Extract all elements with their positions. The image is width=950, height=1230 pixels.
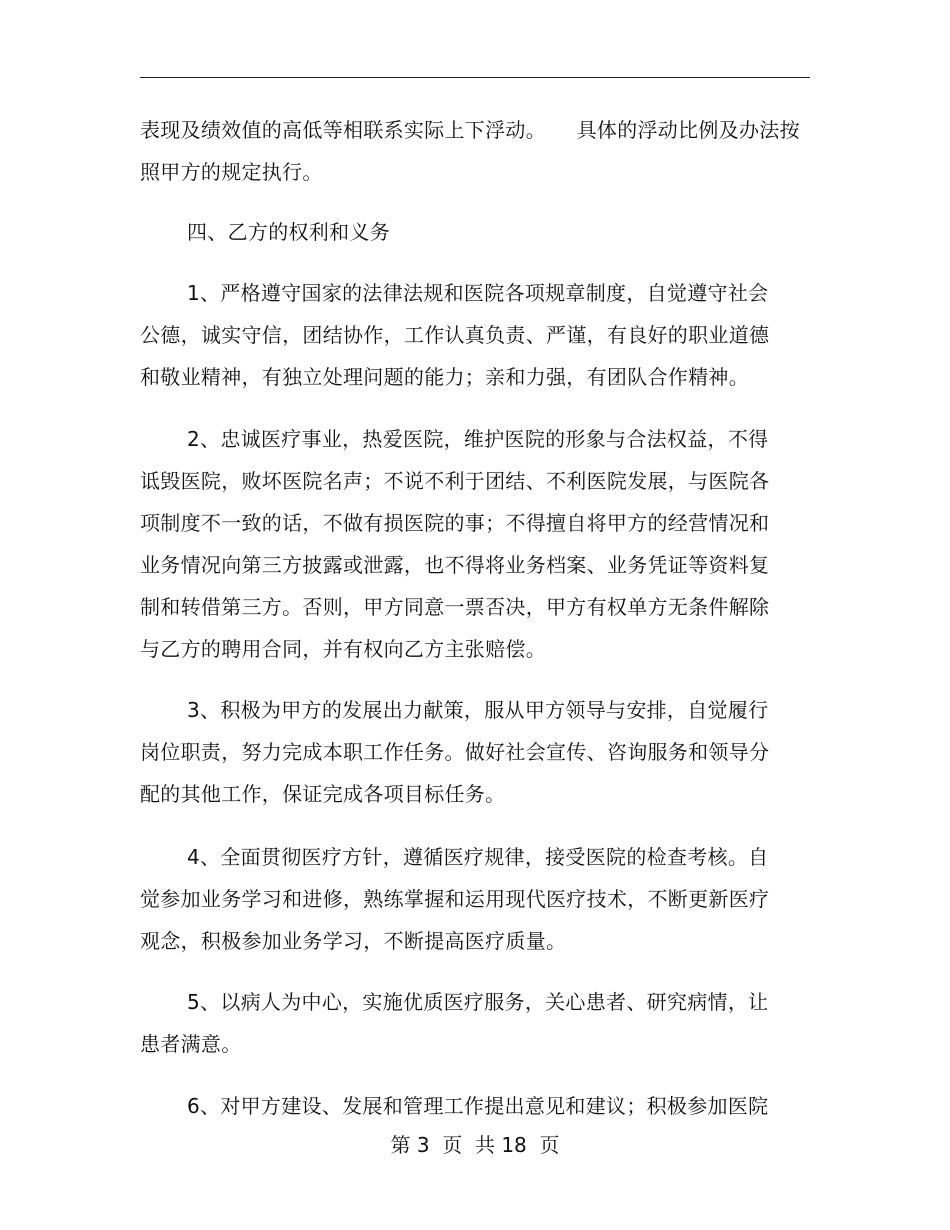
text-line-21: 6、对甲方建设、发展和管理工作提出意见和建议；积极参加医院: [187, 1094, 769, 1118]
text-line-15: 配的其他工作，保证完成各项目标任务。: [140, 782, 506, 806]
text-line-9: 项制度不一致的话，不做有损医院的事；不得擅自将甲方的经营情况和: [140, 511, 770, 535]
text-line-14: 岗位职责，努力完成本职工作任务。做好社会宣传、咨询服务和领导分: [140, 740, 770, 764]
text-line-6: 和敬业精神，有独立处理问题的能力；亲和力强，有团队合作精神。: [140, 365, 749, 389]
text-line-12: 与乙方的聘用合同，并有权向乙方主张赔偿。: [140, 637, 546, 661]
text-line-19: 5、以病人为中心，实施优质医疗服务，关心患者、研究病情，让: [187, 990, 769, 1014]
header-rule: [140, 77, 810, 78]
text-line-20: 患者满意。: [140, 1032, 242, 1056]
page-footer: 第 3 页 共 18 页: [390, 1133, 560, 1157]
text-line-7: 2、忠诚医疗事业，热爱医院，维护医院的形象与合法权益，不得: [187, 427, 769, 451]
text-line-8: 诋毁医院，败坏医院名声；不说不利于团结、不利医院发展，与医院各: [140, 469, 770, 493]
text-line-17: 觉参加业务学习和进修，熟练掌握和运用现代医疗技术，不断更新医疗: [140, 887, 770, 911]
section-heading-4: 四、乙方的权利和义务: [187, 220, 390, 244]
text-line-10: 业务情况向第三方披露或泄露，也不得将业务档案、业务凭证等资料复: [140, 553, 770, 577]
text-line-16: 4、全面贯彻医疗方针，遵循医疗规律，接受医院的检查考核。自: [187, 845, 769, 869]
text-line-18: 观念，积极参加业务学习，不断提高医疗质量。: [140, 929, 567, 953]
text-line-13: 3、积极为甲方的发展出力献策，服从甲方领导与安排，自觉履行: [187, 698, 769, 722]
text-line-11: 制和转借第三方。否则，甲方同意一票否决，甲方有权单方无条件解除: [140, 595, 770, 619]
text-line-1: 表现及绩效值的高低等相联系实际上下浮动。 具体的浮动比例及办法按: [140, 118, 800, 142]
text-line-5: 公德，诚实守信，团结协作，工作认真负责、严谨，有良好的职业道德: [140, 323, 770, 347]
text-line-4: 1、严格遵守国家的法律法规和医院各项规章制度，自觉遵守社会: [187, 281, 769, 305]
text-line-2: 照甲方的规定执行。: [140, 160, 323, 184]
